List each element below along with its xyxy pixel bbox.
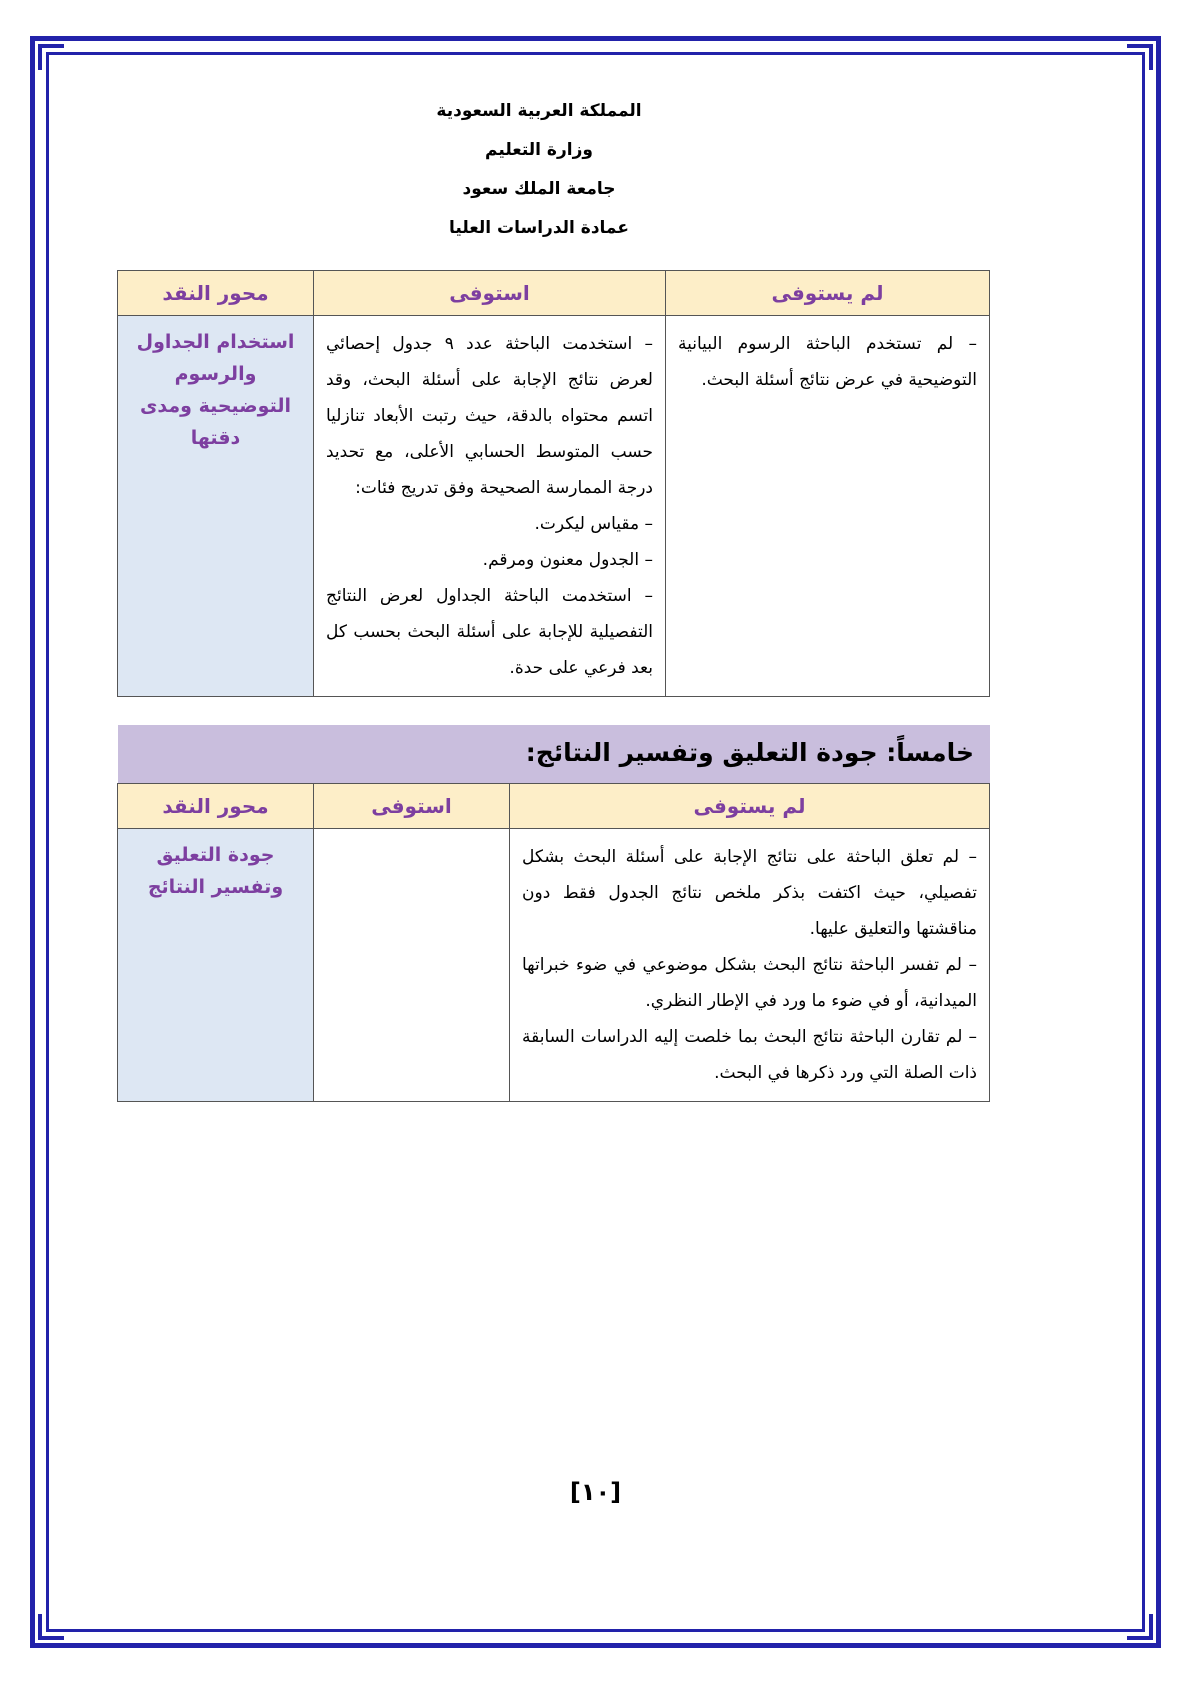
met-paragraph: – استخدمت الباحثة عدد ٩ جدول إحصائي لعرض نتائج الإجابة على أسئلة البحث، وقد اتسم محتواه بالدقة، حيث رتبت الأبعاد تنازليا حسب المتوسط الحسابي الأعلى، مع تحديد درجة الممارسة الصحيحة وفق تدريج فئات: bbox=[326, 334, 653, 498]
letterhead bbox=[118, 92, 960, 248]
table-row bbox=[118, 316, 990, 697]
criteria-table-tables-and-figures bbox=[117, 270, 990, 697]
met-paragraph: – استخدمت الباحثة الجداول لعرض النتائج التفصيلية للإجابة على أسئلة البحث بحسب كل بعد فرعي على حدة. bbox=[326, 586, 653, 678]
cell-not-met-table2 bbox=[510, 829, 990, 1102]
table-header-row bbox=[118, 271, 990, 316]
column-header-not-met: لم يستوفى bbox=[510, 784, 990, 829]
not-met-paragraph: – لم تفسر الباحثة نتائج البحث بشكل موضوعي في ضوء خبراتها الميدانية، أو في ضوء ما ورد في الإطار النظري. bbox=[522, 955, 977, 1011]
letterhead-line-country: المملكة العربية السعودية bbox=[436, 101, 642, 121]
criteria-table-commentary-quality bbox=[117, 783, 990, 1102]
met-paragraph: – الجدول معنون ومرقم. bbox=[482, 550, 653, 570]
column-header-axis: محور النقد bbox=[118, 271, 314, 316]
table-row bbox=[118, 829, 990, 1102]
cell-met-table1 bbox=[314, 316, 666, 697]
corner-mark-bottom-right bbox=[1127, 1614, 1153, 1640]
letterhead-line-ministry: وزارة التعليم bbox=[485, 140, 593, 160]
met-paragraph: – مقياس ليكرت. bbox=[534, 514, 653, 534]
corner-mark-bottom-left bbox=[38, 1614, 64, 1640]
cell-axis-table2: جودة التعليق وتفسير النتائج bbox=[118, 829, 314, 1102]
column-header-met: استوفى bbox=[314, 271, 666, 316]
not-met-paragraph: – لم تعلق الباحثة على نتائج الإجابة على أسئلة البحث بشكل تفصيلي، حيث اكتفت بذكر ملخص نتائج الجدول فقط دون مناقشتها والتعليق عليها. bbox=[522, 847, 977, 939]
document-content bbox=[118, 92, 990, 1102]
letterhead-line-university: جامعة الملك سعود bbox=[462, 179, 616, 199]
corner-mark-top-right bbox=[1127, 44, 1153, 70]
cell-not-met-table1 bbox=[666, 316, 990, 697]
section-banner-fifth: خامساً: جودة التعليق وتفسير النتائج: bbox=[118, 725, 990, 783]
cell-axis-table1: استخدام الجداول والرسوم التوضيحية ومدى دقتها bbox=[118, 316, 314, 697]
not-met-paragraph: – لم تقارن الباحثة نتائج البحث بما خلصت إليه الدراسات السابقة ذات الصلة التي ورد ذكرها في البحث. bbox=[522, 1027, 977, 1083]
corner-mark-top-left bbox=[38, 44, 64, 70]
cell-met-table2 bbox=[314, 829, 510, 1102]
column-header-not-met: لم يستوفى bbox=[666, 271, 990, 316]
column-header-axis: محور النقد bbox=[118, 784, 314, 829]
column-header-met: استوفى bbox=[314, 784, 510, 829]
not-met-paragraph: – لم تستخدم الباحثة الرسوم البيانية التوضيحية في عرض نتائج أسئلة البحث. bbox=[678, 334, 977, 390]
letterhead-line-deanship: عمادة الدراسات العليا bbox=[449, 218, 629, 238]
table-header-row bbox=[118, 784, 990, 829]
page-number: [١٠] bbox=[569, 1478, 622, 1506]
